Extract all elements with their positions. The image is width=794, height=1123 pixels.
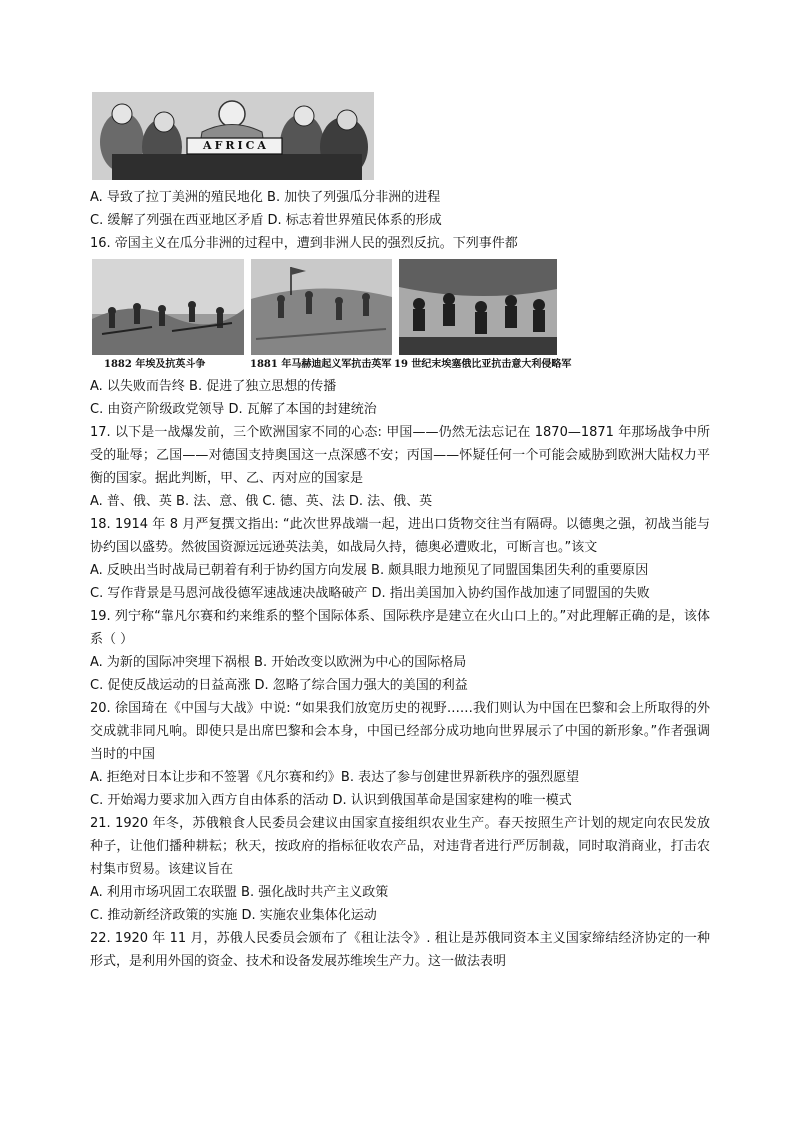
q16-options-line-2: C. 由资产阶级政党领导 D. 瓦解了本国的封建统治	[90, 402, 377, 417]
q16-options-line-1: A. 以失败而告终 B. 促进了独立思想的传播	[90, 379, 337, 394]
q19-stem: 19. 列宁称“靠凡尔赛和约来维系的整个国际体系、国际秩序是建立在火山口上的。”对此理解正确的是，该体系（ ）	[90, 609, 710, 647]
exam-page	[90, 92, 710, 973]
q17-stem: 17. 以下是一战爆发前，三个欧洲国家不同的心态: 甲国——仍然无法忘记在 1870—1871 年那场战争中所受的耻辱；乙国——对德国支持奥国这一点深感不安；丙国——怀疑任何一个可能会威胁到欧洲大陆权力平衡的国家。据此判断，甲、乙、丙对应的国家是	[90, 425, 710, 486]
q21-options-line-2: C. 推动新经济政策的实施 D. 实施农业集体化运动	[90, 908, 377, 923]
q17-options-line-1: A. 普、俄、英 B. 法、意、俄 C. 德、英、法 D. 法、俄、英	[90, 494, 433, 509]
ethiopia-resistance-image	[399, 259, 557, 355]
partition-of-africa-cartoon	[92, 92, 374, 180]
q20-stem: 20. 徐国琦在《中国与大战》中说: “如果我们放宽历史的视野……我们则认为中国在巴黎和会上所取得的外交成就非同凡响。即使只是出席巴黎和会本身，中国已经部分成功地向世界展示了中国的新形象。”作者强调当时的中国	[90, 701, 710, 762]
q19-options-line-2: C. 促使反战运动的日益高涨 D. 忽略了综合国力强大的美国的利益	[90, 678, 468, 693]
q20-options-line-2: C. 开始竭力要求加入西方自由体系的活动 D. 认识到俄国革命是国家建构的唯一模式	[90, 793, 572, 808]
q15-options-line-1: A. 导致了拉丁美洲的殖民地化 B. 加快了列强瓜分非洲的进程	[90, 190, 441, 205]
egypt-resistance-image	[92, 259, 244, 355]
q19-options-line-1: A. 为新的国际冲突埋下祸根 B. 开始改变以欧洲为中心的国际格局	[90, 655, 467, 670]
q22-stem: 22. 1920 年 11 月，苏俄人民委员会颁布了《租让法令》. 租让是苏俄同资本主义国家缔结经济协定的一种形式，是利用外国的资金、技术和设备发展苏维埃生产力。这一做法表明	[90, 931, 710, 969]
caption-mahdi: 1881 年马赫迪起义军抗击英军	[250, 359, 392, 370]
q20-options-line-1: A. 拒绝对日本让步和不签署《凡尔赛和约》B. 表达了参与创建世界新秩序的强烈愿望	[90, 770, 580, 785]
caption-ethiopia: 19 世纪末埃塞俄比亚抗击意大利侵略军	[394, 359, 572, 370]
q16-caption-row	[92, 358, 710, 372]
q16-image-row	[92, 259, 710, 355]
q18-options-line-2: C. 写作背景是马恩河战役德军速战速决战略破产 D. 指出美国加入协约国作战加速了同盟国的失败	[90, 586, 650, 601]
cartoon-africa-label: AFRICA	[203, 139, 269, 152]
caption-egypt: 1882 年埃及抗英斗争	[104, 359, 206, 370]
q18-options-line-1: A. 反映出当时战局已朝着有利于协约国方向发展 B. 颇具眼力地预见了同盟国集团失利的重要原因	[90, 563, 649, 578]
q16-stem: 16. 帝国主义在瓜分非洲的过程中，遭到非洲人民的强烈反抗。下列事件都	[90, 236, 518, 251]
q18-stem: 18. 1914 年 8 月严复撰文指出: “此次世界战端一起，进出口货物交往当有隔碍。以德奥之强，初战当能与协约国以盛势。然彼国资源远远逊英法美，如战局久持，德奥必遭败北，可断言也。”该文	[90, 517, 710, 555]
q15-options-line-2: C. 缓解了列强在西亚地区矛盾 D. 标志着世界殖民体系的形成	[90, 213, 442, 228]
q21-options-line-1: A. 利用市场巩固工农联盟 B. 强化战时共产主义政策	[90, 885, 389, 900]
q21-stem: 21. 1920 年冬，苏俄粮食人民委员会建议由国家直接组织农业生产。春天按照生产计划的规定向农民发放种子，让他们播种耕耘；秋天，按政府的指标征收农产品，对违背者进行严厉制裁，同时取消商业，打击农村集市贸易。该建议旨在	[90, 816, 710, 877]
cartoon-illustration	[92, 92, 374, 180]
mahdi-uprising-image	[251, 259, 392, 355]
